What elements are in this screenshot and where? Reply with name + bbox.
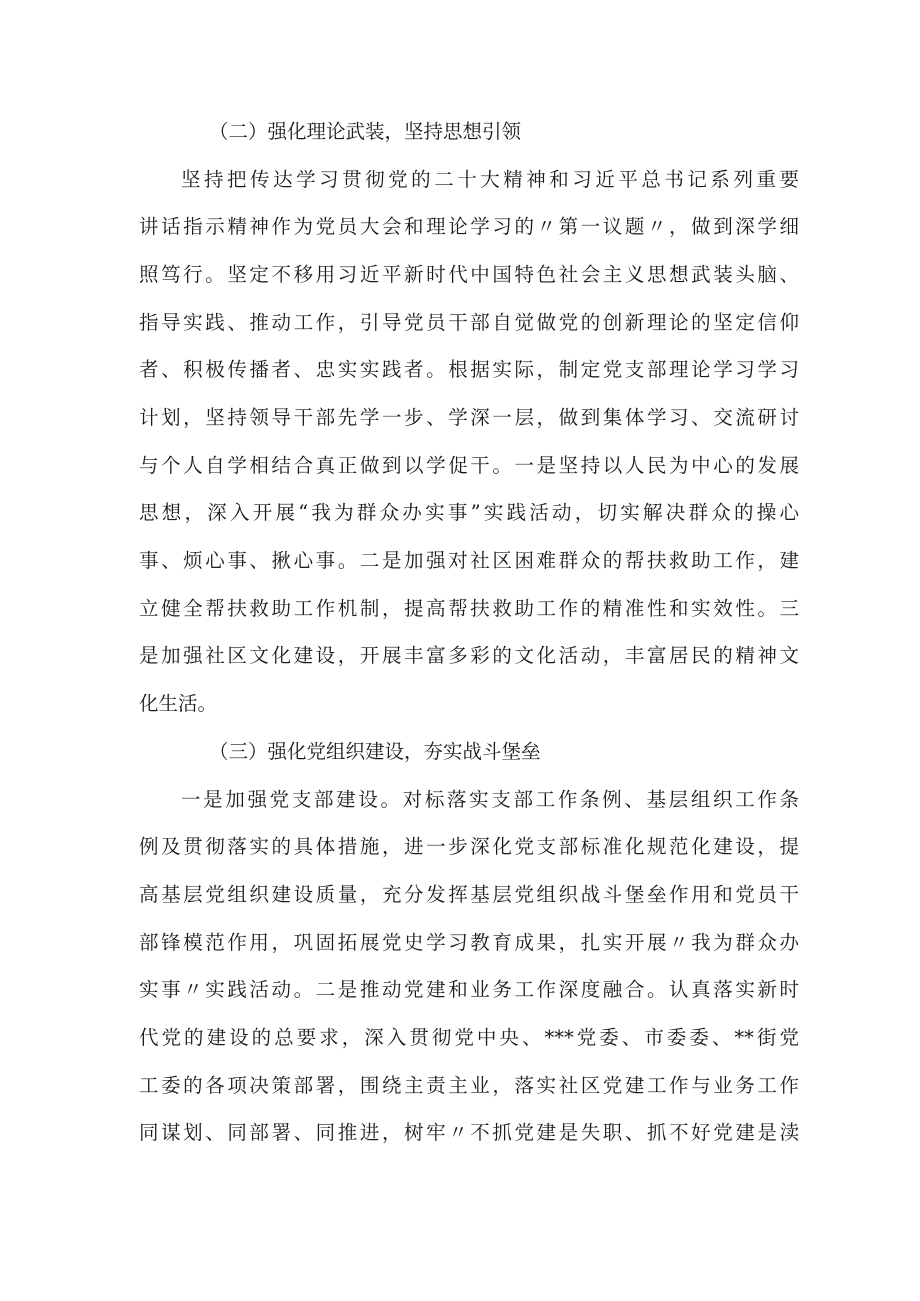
- section-heading: （三）强化党组织建设，夯实战斗堡垒: [209, 740, 541, 763]
- paragraph-line: 坚持把传达学习贯彻党的二十大精神和习近平总书记系列重要: [181, 168, 799, 191]
- paragraph-line: 化生活。: [139, 692, 218, 715]
- paragraph-line: 与个人自学相结合真正做到以学促干。一是坚持以人民为中心的发展: [139, 454, 799, 477]
- paragraph-line: 高基层党组织建设质量，充分发挥基层党组织战斗堡垒作用和党员干: [139, 883, 799, 906]
- paragraph-line: 思想，深入开展“我为群众办实事”实践活动，切实解决群众的操心: [139, 501, 799, 524]
- paragraph-line: 实事〃实践活动。二是推动党建和业务工作深度融合。认真落实新时: [139, 978, 799, 1001]
- paragraph-line: 同谋划、同部署、同推进，树牢〃不抓党建是失职、抓不好党建是渎: [139, 1121, 799, 1144]
- paragraph-line: 照笃行。坚定不移用习近平新时代中国特色社会主义思想武装头脑、: [139, 263, 799, 286]
- paragraph-line: 者、积极传播者、忠实实践者。根据实际，制定党支部理论学习学习: [139, 358, 799, 381]
- paragraph-line: 讲话指示精神作为党员大会和理论学习的〃第一议题〃，做到深学细: [139, 215, 799, 238]
- paragraph-line: 立健全帮扶救助工作机制，提高帮扶救助工作的精准性和实效性。三: [139, 597, 799, 620]
- section-heading: （二）强化理论武装，坚持思想引领: [209, 120, 522, 143]
- paragraph-line: 一是加强党支部建设。对标落实支部工作条例、基层组织工作条: [181, 788, 799, 811]
- paragraph-line: 计划，坚持领导干部先学一步、学深一层，做到集体学习、交流研讨: [139, 406, 799, 429]
- paragraph-line: 工委的各项决策部署，围绕主责主业，落实社区党建工作与业务工作: [139, 1074, 799, 1097]
- paragraph-line: 代党的建设的总要求，深入贯彻党中央、***党委、市委委、**街党: [139, 1026, 799, 1049]
- paragraph-line: 指导实践、推动工作，引导党员干部自觉做党的创新理论的坚定信仰: [139, 311, 799, 334]
- paragraph-line: 是加强社区文化建设，开展丰富多彩的文化活动，丰富居民的精神文: [139, 644, 799, 667]
- paragraph-line: 事、烦心事、揪心事。二是加强对社区困难群众的帮扶救助工作，建: [139, 549, 799, 572]
- paragraph-line: 例及贯彻落实的具体措施，进一步深化党支部标准化规范化建设，提: [139, 835, 799, 858]
- paragraph-line: 部锋模范作用，巩固拓展党史学习教育成果，扎实开展〃我为群众办: [139, 931, 799, 954]
